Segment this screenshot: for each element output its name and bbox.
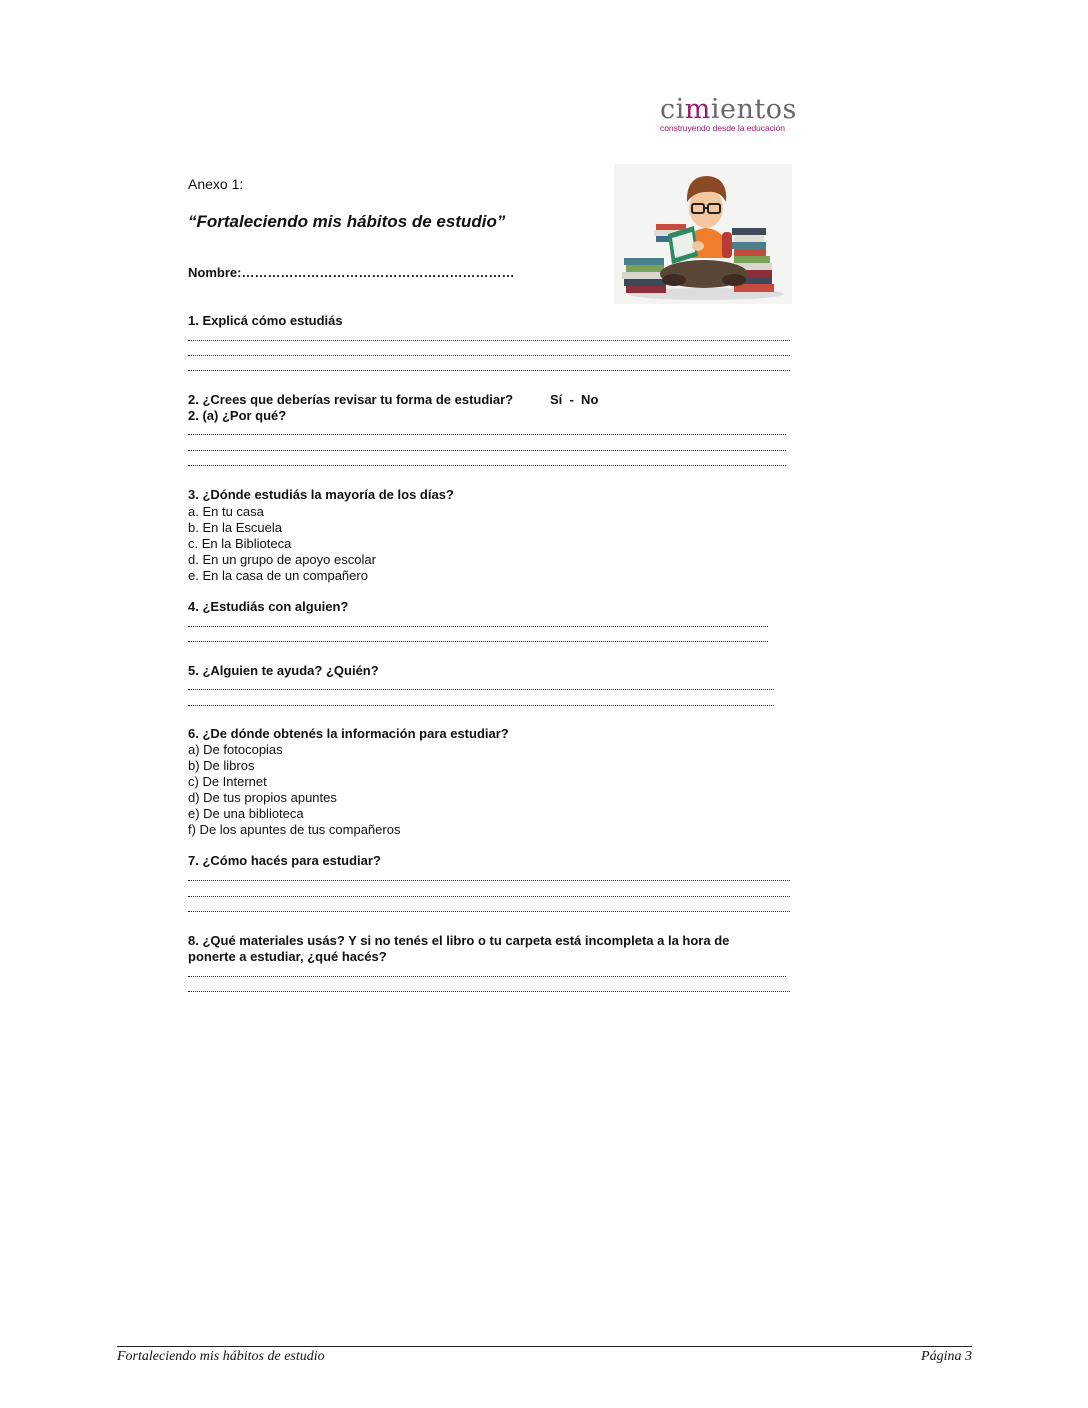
question-8-line-1: 8. ¿Qué materiales usás? Y si no tenés el libro o tu carpeta está incompleta a la hora de xyxy=(188,933,730,948)
option-3a: a. En tu casa xyxy=(188,504,264,519)
annex-label: Anexo 1: xyxy=(188,176,244,192)
option-6f: f) De los apuntes de tus compañeros xyxy=(188,822,401,837)
question-2-choice: Sí - No xyxy=(550,392,599,407)
answer-line[interactable] xyxy=(188,626,768,627)
logo-tagline: construyendo desde la educación xyxy=(660,123,785,133)
question-7: 7. ¿Cómo hacés para estudiar? xyxy=(188,853,381,868)
footer-rule xyxy=(117,1346,972,1347)
option-3e: e. En la casa de un compañero xyxy=(188,568,368,583)
answer-line[interactable] xyxy=(188,355,790,356)
student-reading-books-icon xyxy=(614,164,792,304)
document-title: “Fortaleciendo mis hábitos de estudio” xyxy=(188,212,506,231)
question-1: 1. Explicá cómo estudiás xyxy=(188,313,343,328)
answer-line[interactable] xyxy=(188,465,786,466)
option-6b: b) De libros xyxy=(188,758,255,773)
question-6: 6. ¿De dónde obtenés la información para estudiar? xyxy=(188,726,509,741)
answer-line[interactable] xyxy=(188,450,786,451)
answer-line[interactable] xyxy=(188,689,774,690)
answer-line[interactable] xyxy=(188,340,790,341)
logo-wordmark: cimientos xyxy=(660,94,797,125)
answer-line[interactable] xyxy=(188,896,790,897)
option-6d: d) De tus propios apuntes xyxy=(188,790,337,805)
option-3b: b. En la Escuela xyxy=(188,520,282,535)
answer-line[interactable] xyxy=(188,434,786,435)
question-3: 3. ¿Dónde estudiás la mayoría de los días? xyxy=(188,487,454,502)
option-6c: c) De Internet xyxy=(188,774,267,789)
answer-line[interactable] xyxy=(188,705,774,706)
answer-line[interactable] xyxy=(188,911,790,912)
option-6e: e) De una biblioteca xyxy=(188,806,304,821)
option-3c: c. En la Biblioteca xyxy=(188,536,292,551)
name-field-label: Nombre:……………………………………………………… xyxy=(188,265,515,280)
page-number: Página 3 xyxy=(921,1349,972,1364)
answer-line[interactable] xyxy=(188,370,790,371)
answer-line[interactable] xyxy=(188,991,790,992)
answer-line[interactable] xyxy=(188,976,786,977)
answer-line[interactable] xyxy=(188,880,790,881)
question-4: 4. ¿Estudiás con alguien? xyxy=(188,599,349,614)
question-5: 5. ¿Alguien te ayuda? ¿Quién? xyxy=(188,663,379,678)
option-3d: d. En un grupo de apoyo escolar xyxy=(188,552,376,567)
cimientos-logo xyxy=(660,94,797,133)
answer-line[interactable] xyxy=(188,641,768,642)
question-2: 2. ¿Crees que deberías revisar tu forma de estudiar? xyxy=(188,392,514,407)
question-8-line-2: ponerte a estudiar, ¿qué hacés? xyxy=(188,949,387,964)
question-2a: 2. (a) ¿Por qué? xyxy=(188,408,287,423)
option-6a: a) De fotocopias xyxy=(188,742,283,757)
footer-title: Fortaleciendo mis hábitos de estudio xyxy=(117,1349,325,1364)
